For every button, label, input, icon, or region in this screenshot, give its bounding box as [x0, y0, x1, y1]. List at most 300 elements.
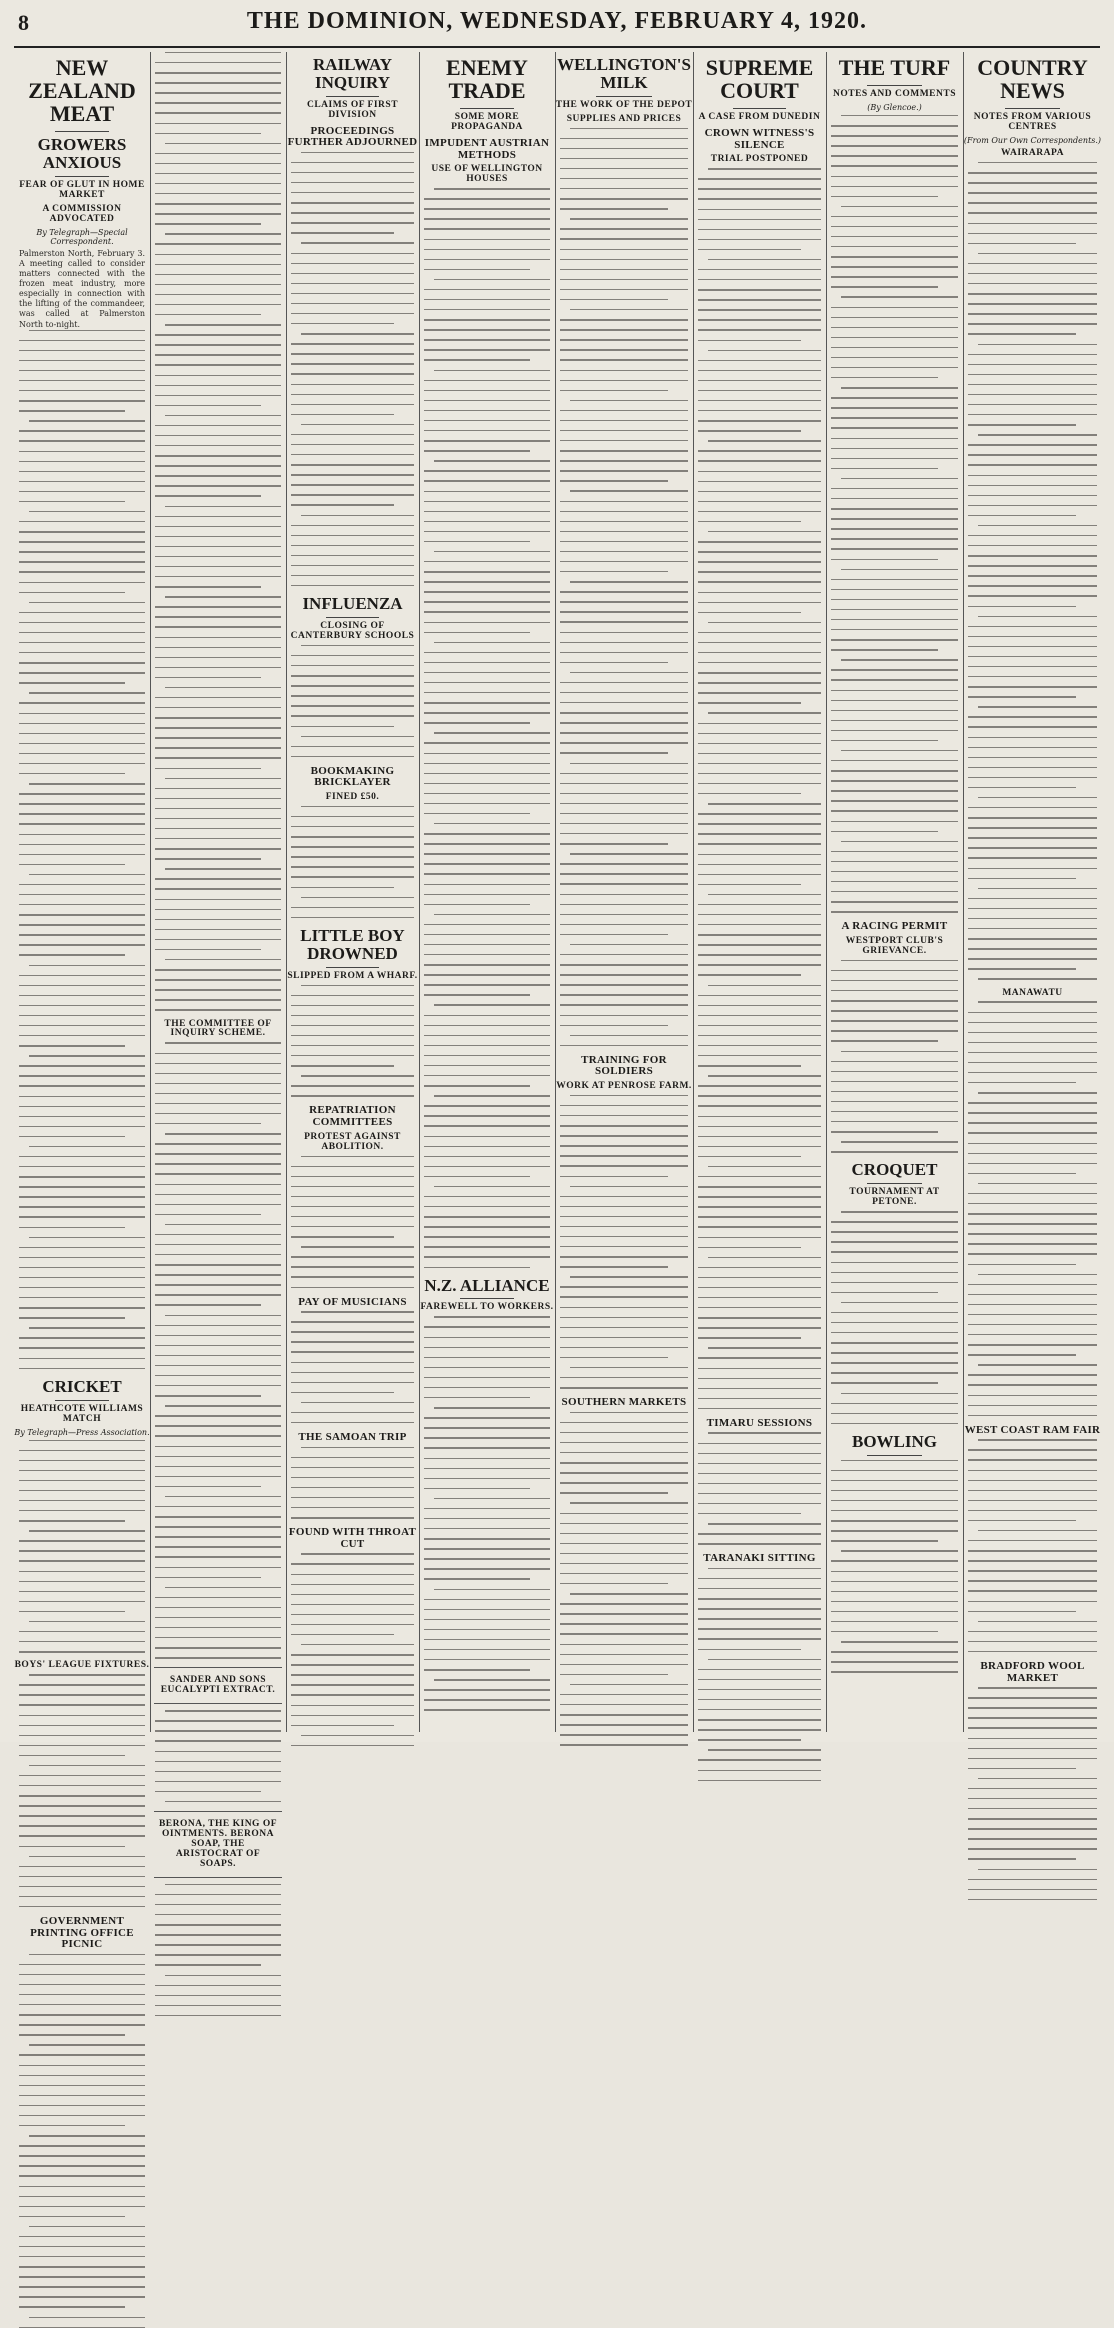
text-line [560, 1155, 688, 1156]
text-line [155, 536, 281, 537]
text-line [968, 777, 1097, 778]
text-line [831, 730, 958, 731]
text-line [424, 1699, 550, 1700]
text-line [29, 874, 145, 875]
text-line [560, 1317, 688, 1318]
text-line [19, 1876, 145, 1877]
text-line [155, 637, 281, 638]
text-line [698, 904, 821, 905]
text-line [841, 206, 958, 207]
text-line [19, 1795, 145, 1796]
text-line [291, 1166, 414, 1167]
text-line [424, 763, 550, 764]
byline: By Telegraph—Press Association. [14, 1427, 150, 1437]
text-line [708, 1749, 821, 1750]
text-line [19, 2024, 145, 2025]
text-line [301, 1447, 414, 1448]
text-line [831, 891, 958, 892]
text-line [978, 1364, 1097, 1365]
text-line [291, 313, 414, 314]
column-c3 [286, 52, 420, 1732]
text-line [968, 1838, 1097, 1839]
text-line [19, 1247, 145, 1248]
text-line [968, 1032, 1097, 1033]
text-line [698, 370, 821, 371]
text-line [698, 269, 821, 270]
text-line [424, 632, 530, 633]
text-line [560, 1613, 688, 1614]
text-line [155, 123, 281, 124]
text-line [708, 531, 821, 532]
text-line [560, 732, 688, 733]
text-line [155, 999, 281, 1000]
text-line [560, 1266, 668, 1267]
text-line [560, 1533, 688, 1534]
text-line [831, 407, 958, 408]
text-line [968, 1459, 1097, 1460]
text-line [560, 722, 688, 723]
text-line [560, 1573, 688, 1574]
text-line [698, 1649, 801, 1650]
text-line [155, 727, 281, 728]
text-line [155, 1791, 261, 1792]
text-line [968, 243, 1076, 244]
text-line [560, 329, 688, 330]
text-line [424, 430, 550, 431]
illegible-body-text [424, 1316, 550, 1710]
text-line [698, 1327, 821, 1328]
text-line [560, 238, 688, 239]
text-line [424, 873, 550, 874]
headline: BOWLING [851, 1431, 938, 1451]
text-line [155, 1335, 281, 1336]
headline-rule [460, 1298, 514, 1299]
text-line [968, 1590, 1097, 1591]
text-line [424, 329, 550, 330]
text-line [424, 1508, 550, 1509]
text-line [560, 773, 688, 774]
text-line [560, 279, 688, 280]
text-line [424, 1075, 550, 1076]
text-line [560, 249, 688, 250]
text-line [165, 778, 281, 779]
text-line [698, 934, 821, 935]
text-line [19, 1651, 145, 1652]
text-line [831, 236, 958, 237]
headline: ENEMY TRADE [446, 55, 528, 104]
text-line [424, 591, 550, 592]
illegible-body-text [560, 1095, 688, 1389]
text-line [968, 223, 1097, 224]
text-line [831, 1061, 958, 1062]
text-line [978, 1778, 1097, 1779]
text-line [19, 934, 145, 935]
text-line [291, 816, 414, 817]
text-line [698, 460, 821, 461]
text-line [831, 1101, 958, 1102]
text-line [155, 878, 281, 879]
text-line [560, 561, 688, 562]
text-line [968, 565, 1097, 566]
text-line [19, 340, 145, 341]
illegible-body-text [291, 985, 414, 1097]
text-line [560, 1165, 688, 1166]
masthead [14, 6, 1100, 48]
text-line [831, 286, 938, 287]
text-line [570, 581, 688, 582]
text-line [424, 944, 550, 945]
text-line [155, 949, 261, 950]
text-line [424, 1689, 550, 1690]
text-line [968, 495, 1097, 496]
column-c8 [963, 52, 1102, 1732]
text-line [560, 803, 688, 804]
text-line [831, 266, 958, 267]
illegible-body-text [19, 330, 145, 1369]
text-line [155, 1053, 281, 1054]
text-line [291, 1176, 414, 1177]
text-line [831, 1591, 958, 1592]
text-line [19, 702, 145, 703]
text-line [698, 1453, 821, 1454]
text-line [698, 561, 821, 562]
text-line [424, 954, 550, 955]
text-line [968, 182, 1097, 183]
headline: THE SAMOAN TRIP [298, 1431, 407, 1444]
text-line [968, 1314, 1097, 1315]
text-line [831, 1571, 958, 1572]
text-line [155, 1395, 261, 1396]
text-line [434, 1679, 550, 1680]
text-line [424, 773, 550, 774]
text-line [831, 861, 958, 862]
text-line [424, 611, 550, 612]
text-line [831, 1671, 958, 1672]
advertisement [154, 1811, 282, 1878]
text-line [424, 1206, 550, 1207]
text-line [698, 1015, 821, 1016]
text-line [831, 226, 958, 227]
text-line [291, 917, 414, 918]
text-line [698, 884, 801, 885]
text-line [19, 844, 145, 845]
illegible-body-text [291, 1311, 414, 1423]
text-line [19, 2276, 145, 2277]
text-line [968, 1480, 1097, 1481]
text-line [831, 377, 938, 378]
text-line [698, 632, 821, 633]
text-line [19, 360, 145, 361]
text-line [698, 914, 821, 915]
text-line [968, 1153, 1097, 1154]
text-line [698, 783, 821, 784]
text-line [424, 299, 550, 300]
text-line [831, 911, 958, 912]
headline: NOTES AND COMMENTS [832, 89, 956, 100]
text-line [155, 1904, 281, 1905]
text-line [831, 1071, 958, 1072]
text-line [155, 102, 281, 103]
text-line [424, 1538, 550, 1539]
text-line [831, 1121, 958, 1122]
text-line [424, 622, 550, 623]
text-line [978, 1530, 1097, 1531]
text-line [698, 481, 821, 482]
headline: BOOKMAKING BRICKLAYER [310, 764, 395, 789]
text-line [19, 1277, 145, 1278]
text-line [155, 1637, 281, 1638]
text-line [155, 1244, 281, 1245]
text-line [560, 138, 688, 139]
text-line [831, 800, 958, 801]
text-line [831, 740, 938, 741]
text-line [968, 1520, 1076, 1521]
text-line [831, 155, 958, 156]
text-line [29, 2135, 145, 2136]
text-line [434, 460, 550, 461]
text-line [19, 1825, 145, 1826]
text-line [968, 1253, 1097, 1254]
text-line [155, 455, 281, 456]
text-line [831, 397, 958, 398]
text-line [560, 1216, 688, 1217]
text-line [291, 1095, 414, 1096]
text-line [291, 887, 394, 888]
text-line [831, 649, 938, 650]
headline: TIMARU SESSIONS [706, 1416, 813, 1429]
text-line [570, 1502, 688, 1503]
text-line [560, 168, 688, 169]
text-line [560, 984, 688, 985]
text-line [165, 506, 281, 507]
text-line [19, 1591, 145, 1592]
text-line [291, 1236, 394, 1237]
text-line [831, 468, 938, 469]
text-line [291, 1745, 414, 1746]
text-line [29, 1237, 145, 1238]
text-line [424, 1015, 550, 1016]
text-line [698, 390, 821, 391]
text-line [968, 767, 1097, 768]
text-line [155, 1781, 281, 1782]
text-line [424, 339, 550, 340]
text-line [968, 1879, 1097, 1880]
text-line [155, 1325, 281, 1326]
text-line [698, 1186, 821, 1187]
text-line [165, 1042, 281, 1043]
text-line [698, 1618, 821, 1619]
text-line [165, 1884, 281, 1885]
text-line [831, 357, 958, 358]
column-c7 [826, 52, 964, 1732]
text-line [155, 556, 281, 557]
text-line [968, 656, 1097, 657]
text-line [570, 1412, 688, 1413]
text-line [968, 787, 1076, 788]
text-line [698, 662, 821, 663]
text-line [291, 253, 414, 254]
text-line [968, 666, 1097, 667]
text-line [155, 1163, 281, 1164]
text-line [968, 1818, 1097, 1819]
text-line [968, 1470, 1097, 1471]
text-line [698, 1679, 821, 1680]
text-line [968, 1173, 1076, 1174]
text-line [968, 1510, 1097, 1511]
text-line [155, 163, 281, 164]
text-line [424, 1437, 550, 1438]
text-line [424, 1025, 550, 1026]
text-line [424, 1105, 550, 1106]
text-line [698, 239, 821, 240]
text-line [560, 178, 688, 179]
text-line [698, 1628, 821, 1629]
text-line [291, 907, 414, 908]
text-line [560, 410, 688, 411]
text-line [165, 415, 281, 416]
text-line [155, 62, 281, 63]
text-line [155, 1526, 281, 1527]
headline: NEW ZEALAND MEAT [28, 55, 136, 127]
text-line [560, 1196, 688, 1197]
text-line [155, 82, 281, 83]
text-line [291, 1487, 414, 1488]
text-line [968, 333, 1076, 334]
text-line [424, 1387, 550, 1388]
text-line [570, 672, 688, 673]
text-line [968, 1889, 1097, 1890]
text-line [831, 1500, 958, 1501]
text-line [968, 948, 1097, 949]
text-line [968, 1374, 1097, 1375]
text-line [424, 521, 550, 522]
text-line [968, 323, 1097, 324]
text-line [19, 1196, 145, 1197]
text-line [968, 283, 1097, 284]
text-line [19, 2196, 145, 2197]
text-line [19, 813, 145, 814]
text-line [560, 359, 688, 360]
text-line [560, 1377, 688, 1378]
text-line [291, 715, 414, 716]
text-line [291, 705, 414, 706]
text-line [560, 460, 688, 461]
text-line [560, 1422, 688, 1423]
text-line [19, 1755, 125, 1756]
text-line [424, 682, 550, 683]
text-line [968, 1213, 1097, 1214]
text-line [434, 1186, 550, 1187]
text-line [424, 1256, 550, 1257]
text-line [424, 1619, 550, 1620]
text-line [155, 1546, 281, 1547]
text-line [155, 1194, 281, 1195]
text-line [560, 682, 688, 683]
text-line [155, 1995, 281, 1996]
text-line [968, 1899, 1097, 1900]
text-line [19, 1450, 145, 1451]
text-line [560, 894, 688, 895]
text-line [19, 491, 145, 492]
text-line [968, 1651, 1097, 1652]
headline: SLIPPED FROM A WHARF. [287, 970, 418, 981]
text-line [968, 414, 1097, 415]
illegible-body-text [291, 645, 414, 757]
illegible-body-text [19, 1954, 145, 2328]
text-line [968, 747, 1097, 748]
headline: THE TURF [838, 55, 951, 80]
text-line [155, 1730, 281, 1731]
text-line [831, 1332, 958, 1333]
text-line [978, 1439, 1097, 1440]
text-line [698, 1463, 821, 1464]
text-line [19, 1684, 145, 1685]
text-line [698, 692, 821, 693]
text-line [301, 736, 414, 737]
text-line [424, 289, 550, 290]
text-line [19, 1075, 145, 1076]
text-line [155, 1914, 281, 1915]
text-line [155, 92, 281, 93]
text-line [155, 1627, 281, 1628]
text-line [301, 333, 414, 334]
text-line [560, 551, 688, 552]
text-line [841, 1550, 958, 1551]
text-line [155, 1456, 281, 1457]
text-line [19, 471, 145, 472]
text-line [291, 1186, 414, 1187]
text-line [301, 152, 414, 153]
text-line [698, 1503, 821, 1504]
text-line [968, 1354, 1076, 1355]
text-line [968, 192, 1097, 193]
text-line [560, 1492, 668, 1493]
text-line [155, 2005, 281, 2006]
text-line [19, 995, 145, 996]
text-line [560, 1125, 688, 1126]
text-line [155, 1536, 281, 1537]
text-line [698, 309, 821, 310]
text-line [424, 228, 550, 229]
text-line [19, 1227, 125, 1228]
text-line [155, 1123, 261, 1124]
text-line [19, 2004, 145, 2005]
text-line [291, 695, 414, 696]
text-line [19, 1694, 145, 1695]
text-line [698, 874, 821, 875]
text-line [155, 1617, 281, 1618]
text-line [19, 894, 145, 895]
text-line [831, 246, 958, 247]
headline: PROCEEDINGS FURTHER ADJOURNED [287, 124, 418, 149]
text-line [698, 380, 821, 381]
text-line [698, 1598, 821, 1599]
text-line [968, 313, 1097, 314]
text-line [698, 329, 821, 330]
text-line [698, 1297, 821, 1298]
text-line [424, 1035, 550, 1036]
text-line [560, 954, 688, 955]
text-line [19, 944, 145, 945]
text-line [424, 1367, 550, 1368]
text-line [165, 1975, 281, 1976]
text-line [698, 944, 821, 945]
text-line [19, 1715, 145, 1716]
text-line [291, 484, 414, 485]
text-line [978, 1687, 1097, 1688]
headline: FOUND WITH THROAT CUT [288, 1526, 417, 1550]
text-line [831, 337, 958, 338]
